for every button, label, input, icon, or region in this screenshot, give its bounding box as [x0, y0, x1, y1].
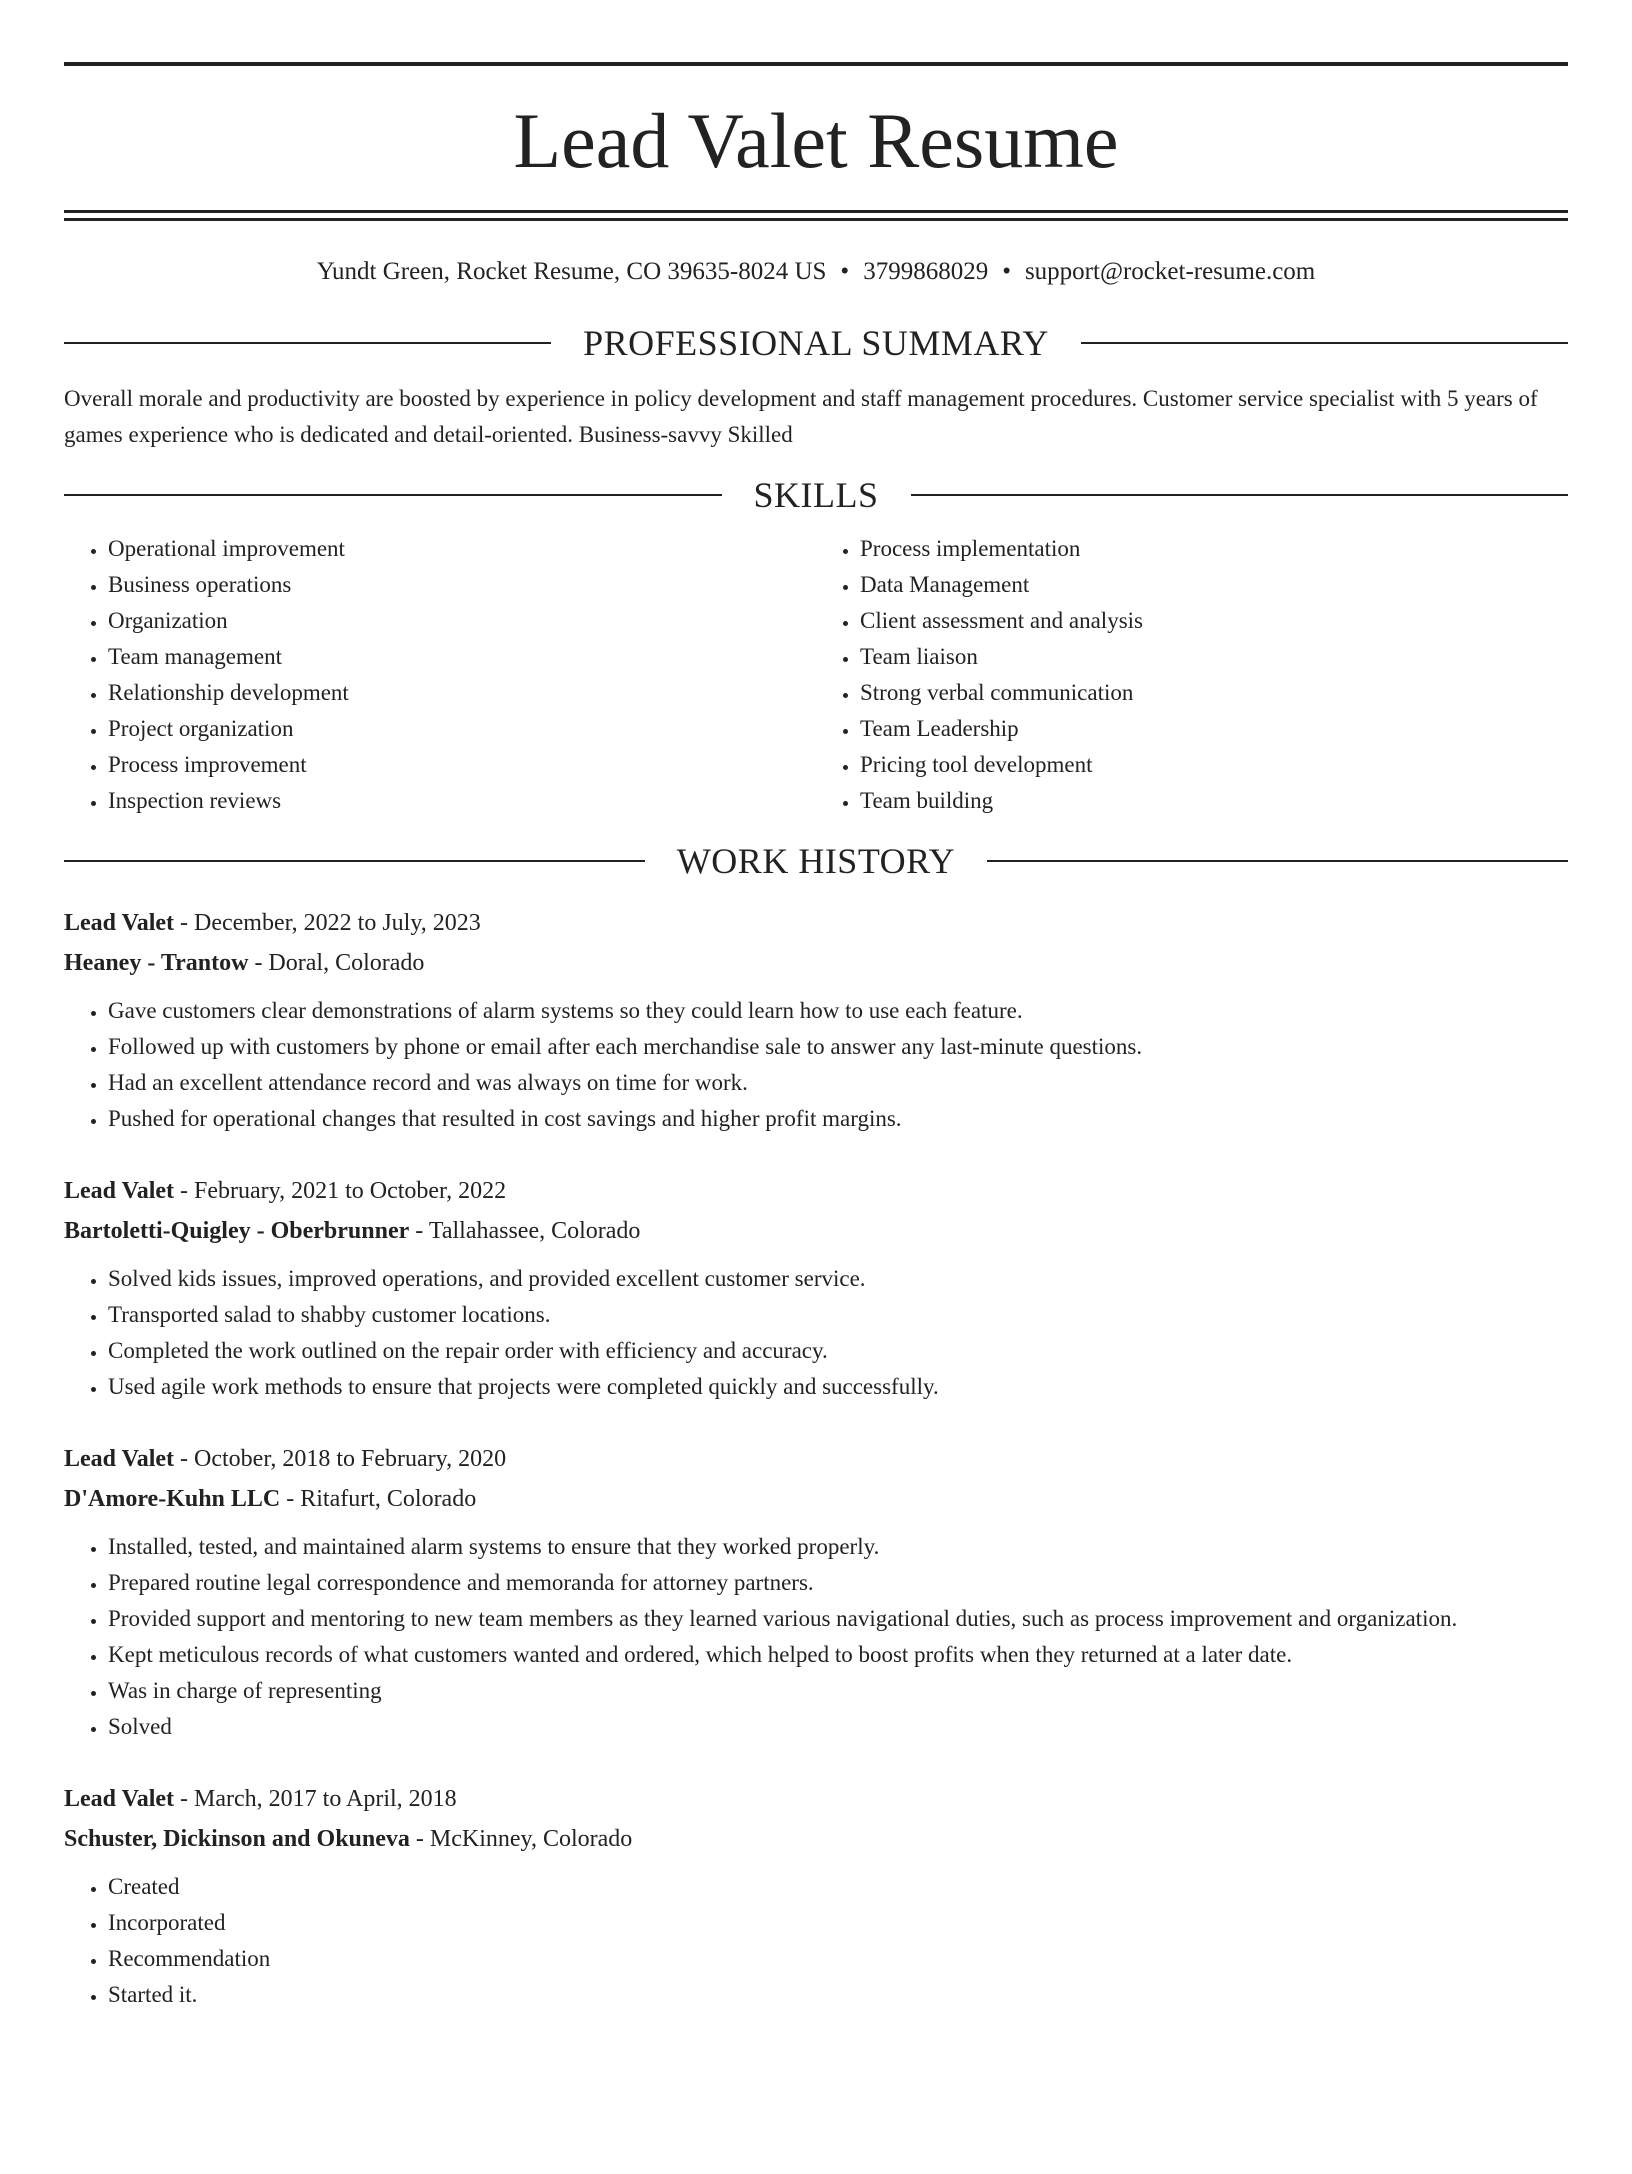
resume-page: [0, 62, 1632, 2174]
list-item: • Provided support and mentoring to new team members as they learned various navigational duties, such as process improvement and organization.: [108, 1601, 1568, 1637]
job-title: Lead Valet: [64, 1786, 175, 1812]
contact-phone: 3799868029: [863, 258, 989, 285]
list-item: • Process implementation: [860, 531, 1568, 567]
job-company: Schuster, Dickinson and Okuneva: [64, 1826, 410, 1852]
job-entry: [64, 1171, 1568, 1405]
skills-column-left: [64, 531, 816, 819]
job-company-line: [64, 1479, 1568, 1519]
list-item: • Solved kids issues, improved operations, and provided excellent customer service.: [108, 1261, 1568, 1297]
list-item: • Organization: [108, 603, 816, 639]
job-location: - Tallahassee, Colorado: [409, 1218, 641, 1244]
job-title: Lead Valet: [64, 1446, 175, 1472]
job-company-line: [64, 1211, 1568, 1251]
skills-list: [64, 531, 1568, 819]
job-dates: - March, 2017 to April, 2018: [174, 1786, 457, 1812]
job-entry: [64, 1779, 1568, 2013]
contact-email: support@rocket-resume.com: [1024, 258, 1316, 285]
job-title: Lead Valet: [64, 1178, 175, 1204]
list-item: • Project organization: [108, 711, 816, 747]
list-item: • Prepared routine legal correspondence and memoranda for attorney partners.: [108, 1565, 1568, 1601]
list-item: • Transported salad to shabby customer locations.: [108, 1297, 1568, 1333]
list-item: • Was in charge of representing: [108, 1673, 1568, 1709]
skills-heading-label: SKILLS: [753, 475, 879, 515]
list-item: • Team management: [108, 639, 816, 675]
job-dates: - February, 2021 to October, 2022: [174, 1178, 507, 1204]
list-item: • Process improvement: [108, 747, 816, 783]
job-bullets: [64, 1529, 1568, 1745]
job-company: Heaney - Trantow: [64, 950, 249, 976]
job-company-line: [64, 943, 1568, 983]
list-item: • Strong verbal communication: [860, 675, 1568, 711]
job-company: Bartoletti-Quigley - Oberbrunner: [64, 1218, 410, 1244]
work-section-heading: [64, 841, 1568, 881]
list-item: • Started it.: [108, 1977, 1568, 2013]
list-item: • Kept meticulous records of what customers wanted and ordered, which helped to boost profits when they returned at a later date.: [108, 1637, 1568, 1673]
list-item: • Had an excellent attendance record and was always on time for work.: [108, 1065, 1568, 1101]
list-item: • Operational improvement: [108, 531, 816, 567]
list-item: • Completed the work outlined on the repair order with efficiency and accuracy.: [108, 1333, 1568, 1369]
job-company-line: [64, 1819, 1568, 1859]
list-item: • Incorporated: [108, 1905, 1568, 1941]
list-item: • Used agile work methods to ensure that projects were completed quickly and successfully.: [108, 1369, 1568, 1405]
list-item: • Inspection reviews: [108, 783, 816, 819]
resume-title: Lead Valet Resume: [513, 97, 1119, 184]
job-company: D'Amore-Kuhn LLC: [64, 1486, 281, 1512]
job-bullets: [64, 1261, 1568, 1405]
skills-section-heading: [64, 475, 1568, 515]
job-title-line: [64, 1439, 1568, 1479]
list-item: • Created: [108, 1869, 1568, 1905]
job-dates: - December, 2022 to July, 2023: [174, 910, 481, 936]
list-item: • Pricing tool development: [860, 747, 1568, 783]
contact-line: [64, 257, 1568, 287]
job-title: Lead Valet: [64, 910, 175, 936]
list-item: • Gave customers clear demonstrations of alarm systems so they could learn how to use each feature.: [108, 993, 1568, 1029]
summary-heading-label: PROFESSIONAL SUMMARY: [583, 323, 1049, 363]
list-item: • Team building: [860, 783, 1568, 819]
job-entry: [64, 903, 1568, 1137]
skills-column-right: [816, 531, 1568, 819]
job-bullets: [64, 993, 1568, 1137]
job-location: - Ritafurt, Colorado: [280, 1486, 477, 1512]
summary-text: Overall morale and productivity are boosted by experience in policy development and staff management procedures. Customer service specialist with 5 years of games experience who is dedicated and detail-oriented. Business-savvy Skilled: [64, 386, 1538, 447]
list-item: • Team liaison: [860, 639, 1568, 675]
work-heading-label: WORK HISTORY: [676, 841, 956, 881]
list-item: • Client assessment and analysis: [860, 603, 1568, 639]
list-item: • Followed up with customers by phone or email after each merchandise sale to answer any last-minute questions.: [108, 1029, 1568, 1065]
job-dates: - October, 2018 to February, 2020: [174, 1446, 507, 1472]
job-location: - McKinney, Colorado: [409, 1826, 633, 1852]
list-item: • Installed, tested, and maintained alarm systems to ensure that they worked properly.: [108, 1529, 1568, 1565]
job-title-line: [64, 1779, 1568, 1819]
job-title-line: [64, 903, 1568, 943]
summary-section-heading: [64, 323, 1568, 363]
job-title-line: [64, 1171, 1568, 1211]
contact-separator: •: [840, 258, 850, 285]
list-item: • Team Leadership: [860, 711, 1568, 747]
top-rule: [64, 62, 1568, 66]
work-history: [64, 903, 1568, 2013]
job-entry: [64, 1439, 1568, 1745]
list-item: • Pushed for operational changes that resulted in cost savings and higher profit margins.: [108, 1101, 1568, 1137]
list-item: • Relationship development: [108, 675, 816, 711]
title-double-rule: [64, 210, 1568, 221]
job-bullets: [64, 1869, 1568, 2013]
contact-address: Yundt Green, Rocket Resume, CO 39635-8024 US: [316, 258, 827, 285]
list-item: • Data Management: [860, 567, 1568, 603]
contact-separator: •: [1002, 258, 1011, 285]
list-item: • Recommendation: [108, 1941, 1568, 1977]
job-location: - Doral, Colorado: [248, 950, 425, 976]
list-item: • Business operations: [108, 567, 816, 603]
list-item: • Solved: [108, 1709, 1568, 1745]
